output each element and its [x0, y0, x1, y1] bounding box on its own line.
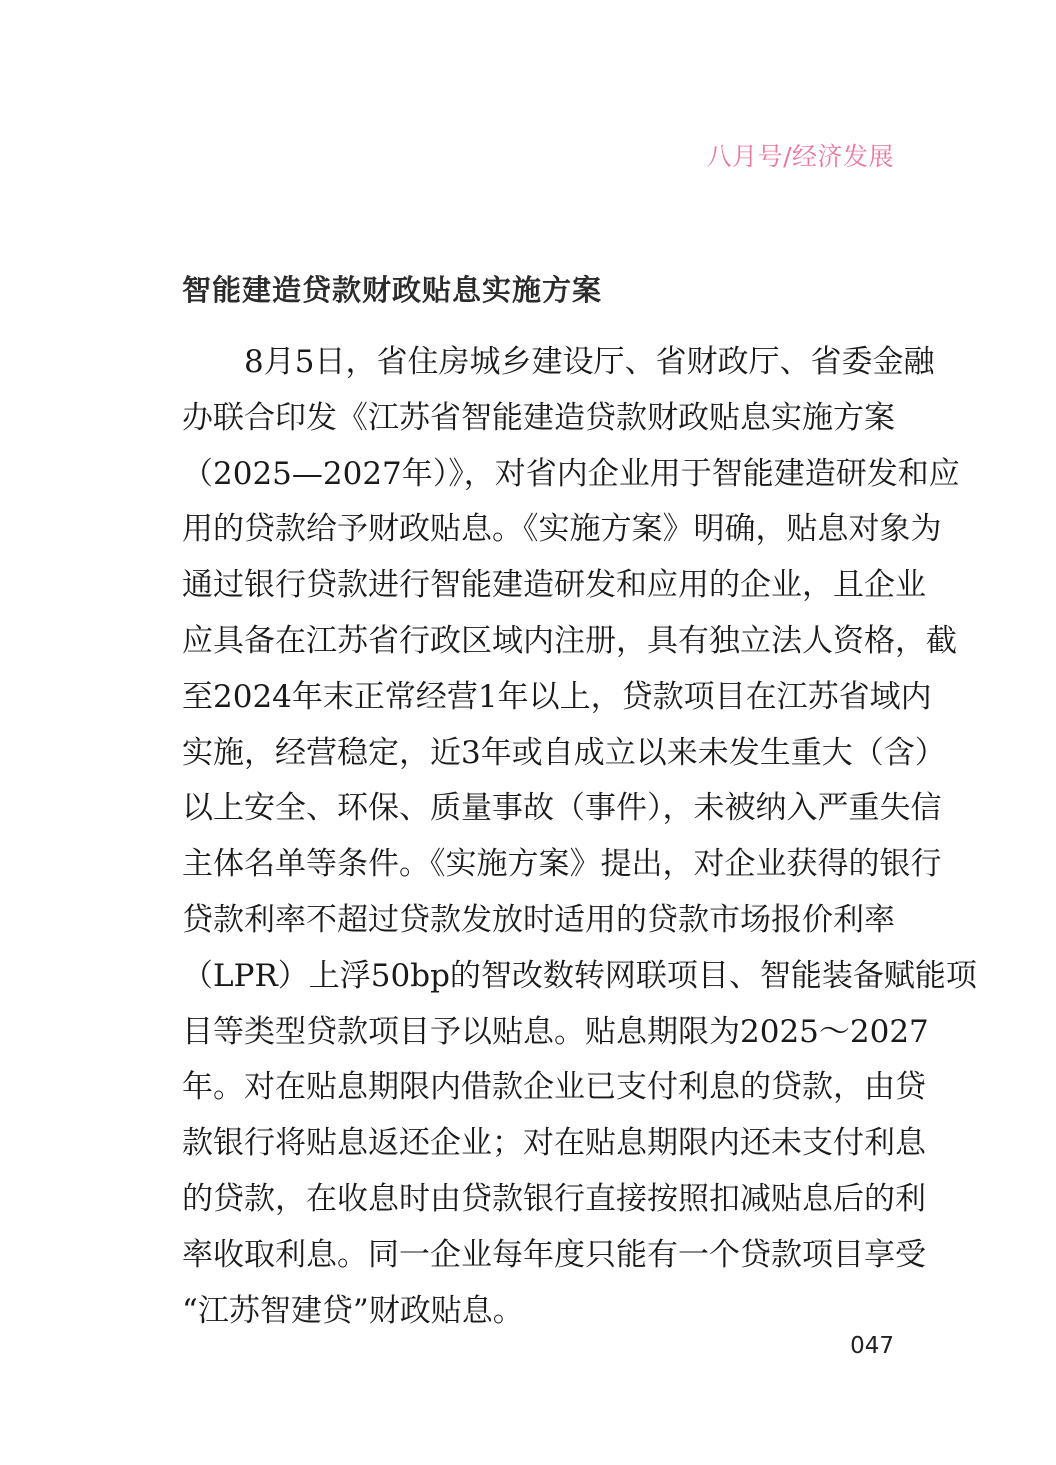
- body-line: 目等类型贷款项目予以贴息。贴息期限为2025～2027: [182, 1013, 929, 1050]
- running-head: 八月号/经济发展: [706, 142, 894, 171]
- body-line: 主体名单等条件。《实施方案》提出，对企业获得的银行: [182, 846, 942, 883]
- body-line: 款银行将贴息返还企业；对在贴息期限内还未支付利息: [182, 1125, 926, 1162]
- body-line: 年。对在贴息期限内借款企业已支付利息的贷款，由贷: [182, 1069, 926, 1106]
- body-line: （LPR）上浮50bp的智改数转网联项目、智能装备赋能项: [182, 957, 977, 994]
- body-line: 以上安全、环保、质量事故（事件），未被纳入严重失信: [182, 790, 942, 827]
- body-line: 的贷款，在收息时由贷款银行直接按照扣减贴息后的利: [182, 1180, 926, 1217]
- body-line: 实施，经营稳定，近3年或自成立以来未发生重大（含）: [182, 734, 946, 771]
- body-line: 率收取利息。同一企业每年度只能有一个贷款项目享受: [182, 1236, 926, 1273]
- body-line: 8月5日，省住房城乡建设厅、省财政厅、省委金融: [244, 344, 935, 380]
- body-line: 通过银行贷款进行智能建造研发和应用的企业，且企业: [182, 567, 926, 604]
- body-line: “江苏智建贷”财政贴息。: [182, 1292, 524, 1329]
- body-line: 至2024年末正常经营1年以上，贷款项目在江苏省域内: [182, 678, 932, 715]
- article-body: [182, 335, 977, 1339]
- body-line: 贷款利率不超过贷款发放时适用的贷款市场报价利率: [182, 901, 895, 938]
- body-line: 应具备在江苏省行政区域内注册，具有独立法人资格，截: [182, 622, 957, 659]
- page-number: 047: [850, 1333, 894, 1359]
- article-title: 智能建造贷款财政贴息实施方案: [182, 273, 603, 307]
- body-line: 办联合印发《江苏省智能建造贷款财政贴息实施方案: [182, 399, 895, 436]
- body-line: 用的贷款给予财政贴息。《实施方案》明确，贴息对象为: [182, 511, 942, 548]
- body-line: （2025—2027年）》，对省内企业用于智能建造研发和应: [182, 455, 960, 492]
